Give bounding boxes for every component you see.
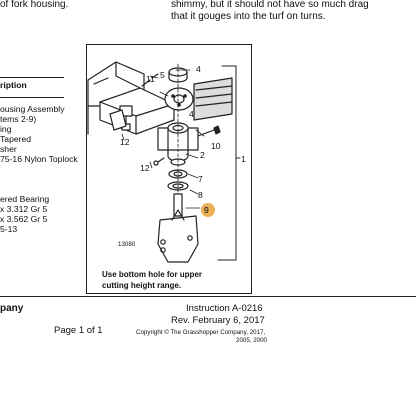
footer-instruction: Instruction A-0216: [186, 303, 263, 314]
footer-copyright-line-2: 2005, 2000: [236, 337, 267, 344]
callout-9: 9: [204, 205, 209, 215]
callout-7: 7: [198, 174, 203, 184]
table-row: x 3.312 Gr 5: [0, 204, 48, 214]
body-text-right-line-2: that it gouges into the turf on turns.: [171, 11, 326, 22]
callout-12-bottom: 12: [140, 163, 150, 173]
table-row: 5-13: [0, 224, 18, 234]
callout-12-left: 12: [120, 137, 130, 147]
table-row: x 3.562 Gr 5: [0, 214, 48, 224]
footer-rule: [0, 296, 416, 297]
body-text-right-line-1: shimmy, but it should not have so much drag: [171, 0, 369, 10]
footer-company: pany: [0, 303, 24, 314]
diagram-caption-line-2: cutting height range.: [102, 281, 182, 290]
footer-copyright-line-1: Copyright © The Grasshopper Company, 2017,: [136, 329, 266, 336]
table-top-rule: [0, 77, 64, 78]
callout-8: 8: [198, 190, 203, 200]
table-row: tems 2-9): [0, 114, 37, 124]
table-row: ousing Assembly: [0, 104, 65, 114]
callout-5: 5: [160, 70, 165, 80]
fork-housing-exploded-diagram: [86, 44, 252, 294]
table-header-rule: [0, 97, 64, 98]
drawing-number: 13080: [118, 241, 136, 248]
diagram-caption-line-1: Use bottom hole for upper: [102, 270, 202, 279]
footer-revision: Rev. February 6, 2017: [171, 315, 265, 326]
callout-4: 4: [189, 109, 194, 119]
table-row: ered Bearing: [0, 194, 50, 204]
callout-11: 11: [146, 74, 155, 84]
footer-page-number: Page 1 of 1: [54, 325, 103, 336]
table-row: Tapered: [0, 134, 32, 144]
table-row: ing: [0, 124, 12, 134]
table-header-description: ription: [0, 80, 27, 90]
table-row: 75-16 Nylon Toplock: [0, 154, 78, 164]
callout-1: 1: [241, 154, 246, 164]
table-row: sher: [0, 144, 17, 154]
callout-6: 4: [196, 64, 201, 74]
body-text-left: of fork housing.: [0, 0, 69, 10]
callout-10: 10: [211, 141, 221, 151]
callout-2: 2: [200, 150, 205, 160]
